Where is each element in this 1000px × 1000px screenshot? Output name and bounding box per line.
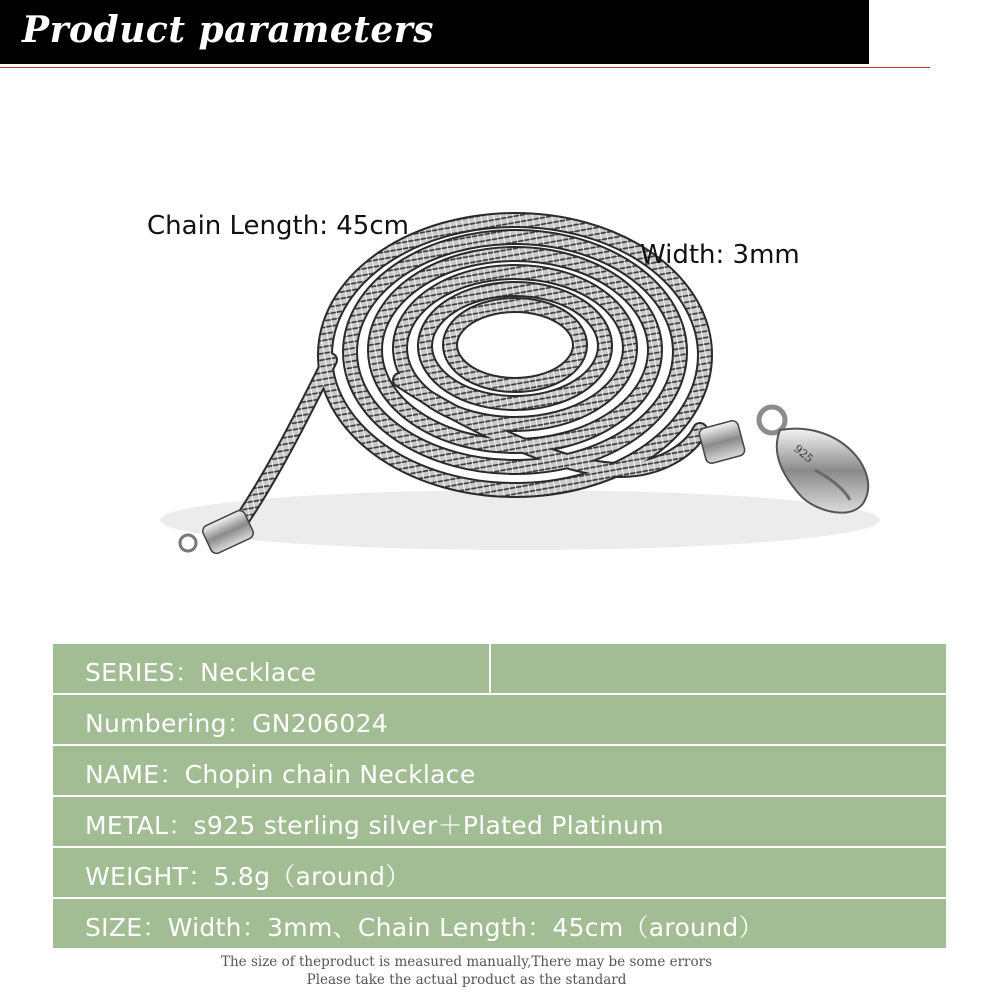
spec-row-size: [53, 899, 946, 948]
spec-row-weight: [53, 848, 946, 897]
spec-row-name: [53, 746, 946, 795]
chain-length-label: Chain Length: 45cm: [147, 211, 409, 241]
footnote-line-1: The size of theproduct is measured manually,There may be some errors: [220, 954, 713, 970]
footnote-line-2: Please take the actual product as the standard: [306, 972, 627, 988]
header-bar: [0, 0, 869, 64]
spec-name: NAME：Chopin chain Necklace: [85, 760, 476, 789]
spec-numbering: Numbering：GN206024: [85, 709, 388, 738]
stamp-925: 925: [791, 442, 816, 466]
page-title: Product parameters: [22, 9, 435, 51]
spec-metal: METAL：s925 sterling silver＋Plated Platinum: [85, 811, 664, 840]
necklace-image: [0, 70, 1000, 630]
spec-series: SERIES：Necklace: [85, 658, 317, 687]
header-divider: [0, 67, 930, 68]
row-divider: [489, 644, 491, 693]
spec-size: SIZE：Width：3mm、Chain Length：45cm（around）: [85, 913, 764, 942]
spec-weight: WEIGHT：5.8g（around）: [85, 862, 411, 891]
spec-row-metal: [53, 797, 946, 846]
spec-row-series: [53, 644, 946, 693]
spec-row-numbering: [53, 695, 946, 744]
width-label: Width: 3mm: [640, 240, 800, 270]
spec-table: [53, 644, 946, 950]
